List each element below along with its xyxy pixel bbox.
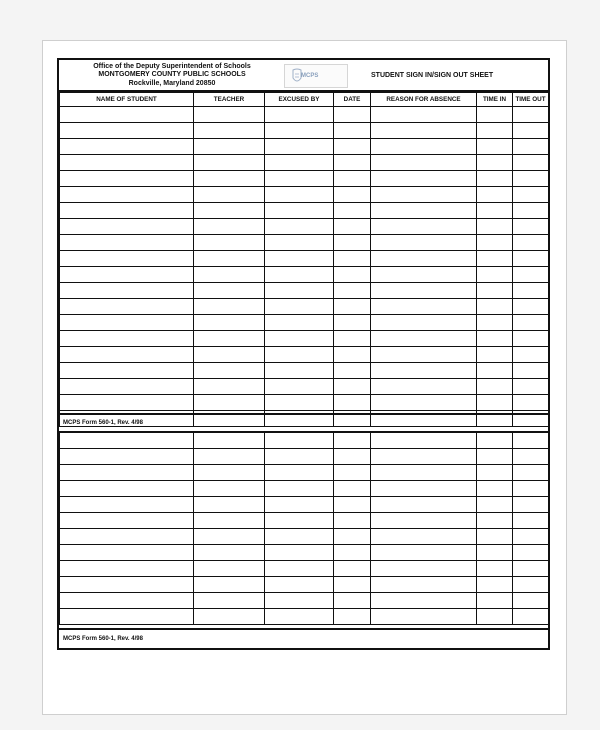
date-cell[interactable]: [334, 315, 371, 331]
time-in-cell[interactable]: [477, 497, 513, 513]
time-in-cell[interactable]: [477, 219, 513, 235]
teacher-cell[interactable]: [194, 433, 265, 449]
time-in-cell[interactable]: [477, 481, 513, 497]
time-out-cell[interactable]: [513, 545, 549, 561]
reason-cell[interactable]: [371, 187, 477, 203]
time-out-cell[interactable]: [513, 529, 549, 545]
teacher-cell[interactable]: [194, 155, 265, 171]
teacher-cell[interactable]: [194, 347, 265, 363]
time-out-cell[interactable]: [513, 609, 549, 625]
time-out-cell[interactable]: [513, 139, 549, 155]
teacher-cell[interactable]: [194, 497, 265, 513]
excused-by-cell[interactable]: [265, 219, 334, 235]
reason-cell[interactable]: [371, 315, 477, 331]
name-cell[interactable]: [60, 449, 194, 465]
reason-cell[interactable]: [371, 545, 477, 561]
teacher-cell[interactable]: [194, 219, 265, 235]
name-cell[interactable]: [60, 171, 194, 187]
name-cell[interactable]: [60, 561, 194, 577]
excused-by-cell[interactable]: [265, 593, 334, 609]
name-cell[interactable]: [60, 395, 194, 411]
excused-by-cell[interactable]: [265, 267, 334, 283]
reason-cell[interactable]: [371, 363, 477, 379]
time-in-cell[interactable]: [477, 449, 513, 465]
reason-cell[interactable]: [371, 203, 477, 219]
reason-cell[interactable]: [371, 529, 477, 545]
teacher-cell[interactable]: [194, 449, 265, 465]
time-in-cell[interactable]: [477, 187, 513, 203]
date-cell[interactable]: [334, 481, 371, 497]
excused-by-cell[interactable]: [265, 449, 334, 465]
name-cell[interactable]: [60, 251, 194, 267]
time-in-cell[interactable]: [477, 267, 513, 283]
sign-in-table-1: [59, 92, 549, 427]
table-row: [60, 187, 549, 203]
excused-by-cell[interactable]: [265, 123, 334, 139]
reason-cell[interactable]: [371, 379, 477, 395]
date-cell[interactable]: [334, 219, 371, 235]
reason-cell[interactable]: [371, 433, 477, 449]
date-cell[interactable]: [334, 107, 371, 123]
time-out-cell[interactable]: [513, 203, 549, 219]
time-in-cell[interactable]: [477, 513, 513, 529]
column-header-name: NAME OF STUDENT: [60, 93, 194, 107]
date-cell[interactable]: [334, 433, 371, 449]
table-row: [60, 171, 549, 187]
time-out-cell[interactable]: [513, 251, 549, 267]
office-line-2: MONTGOMERY COUNTY PUBLIC SCHOOLS: [98, 71, 246, 79]
form-number-footer-bottom: MCPS Form 560-1, Rev. 4/98: [59, 628, 548, 648]
column-header-date: DATE: [334, 93, 371, 107]
table-row: [60, 529, 549, 545]
time-in-cell[interactable]: [477, 347, 513, 363]
column-header-excused-by: EXCUSED BY: [265, 93, 334, 107]
time-in-cell[interactable]: [477, 433, 513, 449]
logo-text: MCPS: [301, 73, 319, 79]
time-out-cell[interactable]: [513, 283, 549, 299]
excused-by-cell[interactable]: [265, 107, 334, 123]
time-out-cell[interactable]: [513, 299, 549, 315]
name-cell[interactable]: [60, 299, 194, 315]
time-out-cell[interactable]: [513, 561, 549, 577]
table-row: [60, 609, 549, 625]
time-in-cell[interactable]: [477, 315, 513, 331]
excused-by-cell[interactable]: [265, 465, 334, 481]
teacher-cell[interactable]: [194, 187, 265, 203]
reason-cell[interactable]: [371, 609, 477, 625]
teacher-cell[interactable]: [194, 465, 265, 481]
time-out-cell[interactable]: [513, 123, 549, 139]
excused-by-cell[interactable]: [265, 545, 334, 561]
table-row: [60, 545, 549, 561]
time-in-cell[interactable]: [477, 593, 513, 609]
name-cell[interactable]: [60, 433, 194, 449]
name-cell[interactable]: [60, 123, 194, 139]
date-cell[interactable]: [334, 235, 371, 251]
name-cell[interactable]: [60, 497, 194, 513]
time-out-cell[interactable]: [513, 577, 549, 593]
time-out-cell[interactable]: [513, 331, 549, 347]
table-row: [60, 331, 549, 347]
table-row: [60, 235, 549, 251]
name-cell[interactable]: [60, 155, 194, 171]
teacher-cell[interactable]: [194, 609, 265, 625]
table-row: [60, 481, 549, 497]
time-in-cell[interactable]: [477, 203, 513, 219]
name-cell[interactable]: [60, 283, 194, 299]
table-row: [60, 593, 549, 609]
teacher-cell[interactable]: [194, 481, 265, 497]
excused-by-cell[interactable]: [265, 395, 334, 411]
date-cell[interactable]: [334, 203, 371, 219]
teacher-cell[interactable]: [194, 561, 265, 577]
table-row: [60, 561, 549, 577]
teacher-cell[interactable]: [194, 379, 265, 395]
teacher-cell[interactable]: [194, 139, 265, 155]
teacher-cell[interactable]: [194, 577, 265, 593]
reason-cell[interactable]: [371, 347, 477, 363]
table-row: [60, 107, 549, 123]
table-row: [60, 203, 549, 219]
teacher-cell[interactable]: [194, 529, 265, 545]
name-cell[interactable]: [60, 203, 194, 219]
time-out-cell[interactable]: [513, 187, 549, 203]
reason-cell[interactable]: [371, 561, 477, 577]
reason-cell[interactable]: [371, 155, 477, 171]
date-cell[interactable]: [334, 155, 371, 171]
table-row: [60, 219, 549, 235]
time-out-cell[interactable]: [513, 395, 549, 411]
date-cell[interactable]: [334, 283, 371, 299]
name-cell[interactable]: [60, 347, 194, 363]
table-row: [60, 433, 549, 449]
name-cell[interactable]: [60, 379, 194, 395]
teacher-cell[interactable]: [194, 315, 265, 331]
excused-by-cell[interactable]: [265, 171, 334, 187]
sign-in-table-2: [59, 432, 549, 625]
excused-by-cell[interactable]: [265, 513, 334, 529]
date-cell[interactable]: [334, 545, 371, 561]
time-in-cell[interactable]: [477, 465, 513, 481]
table-row: [60, 139, 549, 155]
office-line-3: Rockville, Maryland 20850: [128, 79, 216, 87]
teacher-cell[interactable]: [194, 395, 265, 411]
date-cell[interactable]: [334, 171, 371, 187]
table-row: [60, 315, 549, 331]
date-cell[interactable]: [334, 449, 371, 465]
teacher-cell[interactable]: [194, 513, 265, 529]
time-out-cell[interactable]: [513, 363, 549, 379]
date-cell[interactable]: [334, 363, 371, 379]
table-row: [60, 577, 549, 593]
teacher-cell[interactable]: [194, 593, 265, 609]
mcps-logo: [284, 64, 348, 88]
date-cell[interactable]: [334, 561, 371, 577]
name-cell[interactable]: [60, 235, 194, 251]
reason-cell[interactable]: [371, 449, 477, 465]
reason-cell[interactable]: [371, 331, 477, 347]
excused-by-cell[interactable]: [265, 433, 334, 449]
reason-cell[interactable]: [371, 235, 477, 251]
excused-by-cell[interactable]: [265, 139, 334, 155]
excused-by-cell[interactable]: [265, 299, 334, 315]
date-cell[interactable]: [334, 577, 371, 593]
time-out-cell[interactable]: [513, 347, 549, 363]
date-cell[interactable]: [334, 331, 371, 347]
reason-cell[interactable]: [371, 497, 477, 513]
excused-by-cell[interactable]: [265, 379, 334, 395]
form-header: [59, 60, 548, 92]
office-line-1: Office of the Deputy Superintendent of Schools: [93, 63, 251, 70]
time-in-cell[interactable]: [477, 283, 513, 299]
column-header-time-in: TIME IN: [477, 93, 513, 107]
time-out-cell[interactable]: [513, 219, 549, 235]
name-cell[interactable]: [60, 315, 194, 331]
time-in-cell[interactable]: [477, 139, 513, 155]
reason-cell[interactable]: [371, 251, 477, 267]
table-row: [60, 283, 549, 299]
date-cell[interactable]: [334, 609, 371, 625]
table-row: [60, 251, 549, 267]
date-cell[interactable]: [334, 395, 371, 411]
table-body-2: [60, 433, 549, 625]
table-body-1: [60, 107, 549, 427]
time-out-cell[interactable]: [513, 107, 549, 123]
teacher-cell[interactable]: [194, 171, 265, 187]
excused-by-cell[interactable]: [265, 561, 334, 577]
table-row: [60, 465, 549, 481]
excused-by-cell[interactable]: [265, 155, 334, 171]
excused-by-cell[interactable]: [265, 347, 334, 363]
time-in-cell[interactable]: [477, 123, 513, 139]
excused-by-cell[interactable]: [265, 497, 334, 513]
date-cell[interactable]: [334, 267, 371, 283]
teacher-cell[interactable]: [194, 123, 265, 139]
table-row: [60, 497, 549, 513]
excused-by-cell[interactable]: [265, 363, 334, 379]
teacher-cell[interactable]: [194, 299, 265, 315]
time-out-cell[interactable]: [513, 315, 549, 331]
reason-cell[interactable]: [371, 395, 477, 411]
time-in-cell[interactable]: [477, 235, 513, 251]
time-in-cell[interactable]: [477, 251, 513, 267]
excused-by-cell[interactable]: [265, 251, 334, 267]
time-in-cell[interactable]: [477, 299, 513, 315]
name-cell[interactable]: [60, 609, 194, 625]
name-cell[interactable]: [60, 331, 194, 347]
name-cell[interactable]: [60, 577, 194, 593]
time-out-cell[interactable]: [513, 481, 549, 497]
reason-cell[interactable]: [371, 513, 477, 529]
excused-by-cell[interactable]: [265, 529, 334, 545]
excused-by-cell[interactable]: [265, 235, 334, 251]
name-cell[interactable]: [60, 481, 194, 497]
table-row: [60, 363, 549, 379]
reason-cell[interactable]: [371, 139, 477, 155]
table-row: [60, 299, 549, 315]
time-out-cell[interactable]: [513, 379, 549, 395]
reason-cell[interactable]: [371, 267, 477, 283]
date-cell[interactable]: [334, 139, 371, 155]
date-cell[interactable]: [334, 347, 371, 363]
table-row: [60, 449, 549, 465]
teacher-cell[interactable]: [194, 203, 265, 219]
time-in-cell[interactable]: [477, 155, 513, 171]
name-cell[interactable]: [60, 219, 194, 235]
excused-by-cell[interactable]: [265, 481, 334, 497]
name-cell[interactable]: [60, 545, 194, 561]
date-cell[interactable]: [334, 593, 371, 609]
time-in-cell[interactable]: [477, 395, 513, 411]
reason-cell[interactable]: [371, 481, 477, 497]
name-cell[interactable]: [60, 363, 194, 379]
time-out-cell[interactable]: [513, 497, 549, 513]
date-cell[interactable]: [334, 299, 371, 315]
table-row: [60, 155, 549, 171]
time-in-cell[interactable]: [477, 331, 513, 347]
reason-cell[interactable]: [371, 219, 477, 235]
date-cell[interactable]: [334, 379, 371, 395]
reason-cell[interactable]: [371, 107, 477, 123]
reason-cell[interactable]: [371, 171, 477, 187]
time-in-cell[interactable]: [477, 609, 513, 625]
excused-by-cell[interactable]: [265, 609, 334, 625]
reason-cell[interactable]: [371, 593, 477, 609]
table-row: [60, 347, 549, 363]
date-cell[interactable]: [334, 465, 371, 481]
excused-by-cell[interactable]: [265, 283, 334, 299]
column-header-reason: REASON FOR ABSENCE: [371, 93, 477, 107]
name-cell[interactable]: [60, 107, 194, 123]
sign-in-out-sheet: [57, 58, 550, 650]
name-cell[interactable]: [60, 267, 194, 283]
time-in-cell[interactable]: [477, 577, 513, 593]
time-out-cell[interactable]: [513, 433, 549, 449]
reason-cell[interactable]: [371, 465, 477, 481]
time-in-cell[interactable]: [477, 561, 513, 577]
office-address: [67, 63, 277, 88]
table-row: [60, 123, 549, 139]
column-header-time-out: TIME OUT: [513, 93, 549, 107]
table-header-row: [60, 93, 549, 107]
reason-cell[interactable]: [371, 299, 477, 315]
excused-by-cell[interactable]: [265, 315, 334, 331]
time-in-cell[interactable]: [477, 171, 513, 187]
excused-by-cell[interactable]: [265, 203, 334, 219]
excused-by-cell[interactable]: [265, 331, 334, 347]
table-row: [60, 395, 549, 411]
time-in-cell[interactable]: [477, 107, 513, 123]
time-out-cell[interactable]: [513, 155, 549, 171]
excused-by-cell[interactable]: [265, 577, 334, 593]
teacher-cell[interactable]: [194, 251, 265, 267]
teacher-cell[interactable]: [194, 107, 265, 123]
date-cell[interactable]: [334, 251, 371, 267]
name-cell[interactable]: [60, 529, 194, 545]
reason-cell[interactable]: [371, 123, 477, 139]
table-row: [60, 513, 549, 529]
name-cell[interactable]: [60, 465, 194, 481]
reason-cell[interactable]: [371, 283, 477, 299]
name-cell[interactable]: [60, 593, 194, 609]
name-cell[interactable]: [60, 513, 194, 529]
teacher-cell[interactable]: [194, 363, 265, 379]
form-number-footer: MCPS Form 560-1, Rev. 4/98: [59, 413, 548, 432]
time-out-cell[interactable]: [513, 593, 549, 609]
column-header-teacher: TEACHER: [194, 93, 265, 107]
time-in-cell[interactable]: [477, 529, 513, 545]
date-cell[interactable]: [334, 513, 371, 529]
time-out-cell[interactable]: [513, 171, 549, 187]
time-out-cell[interactable]: [513, 449, 549, 465]
teacher-cell[interactable]: [194, 283, 265, 299]
teacher-cell[interactable]: [194, 267, 265, 283]
date-cell[interactable]: [334, 529, 371, 545]
teacher-cell[interactable]: [194, 331, 265, 347]
reason-cell[interactable]: [371, 577, 477, 593]
date-cell[interactable]: [334, 123, 371, 139]
date-cell[interactable]: [334, 497, 371, 513]
table-row: [60, 267, 549, 283]
table-row: [60, 379, 549, 395]
time-in-cell[interactable]: [477, 363, 513, 379]
date-cell[interactable]: [334, 187, 371, 203]
time-out-cell[interactable]: [513, 235, 549, 251]
time-out-cell[interactable]: [513, 465, 549, 481]
excused-by-cell[interactable]: [265, 187, 334, 203]
time-out-cell[interactable]: [513, 267, 549, 283]
name-cell[interactable]: [60, 139, 194, 155]
teacher-cell[interactable]: [194, 235, 265, 251]
time-out-cell[interactable]: [513, 513, 549, 529]
sheet-title: STUDENT SIGN IN/SIGN OUT SHEET: [371, 72, 494, 79]
name-cell[interactable]: [60, 187, 194, 203]
teacher-cell[interactable]: [194, 545, 265, 561]
time-in-cell[interactable]: [477, 379, 513, 395]
time-in-cell[interactable]: [477, 545, 513, 561]
